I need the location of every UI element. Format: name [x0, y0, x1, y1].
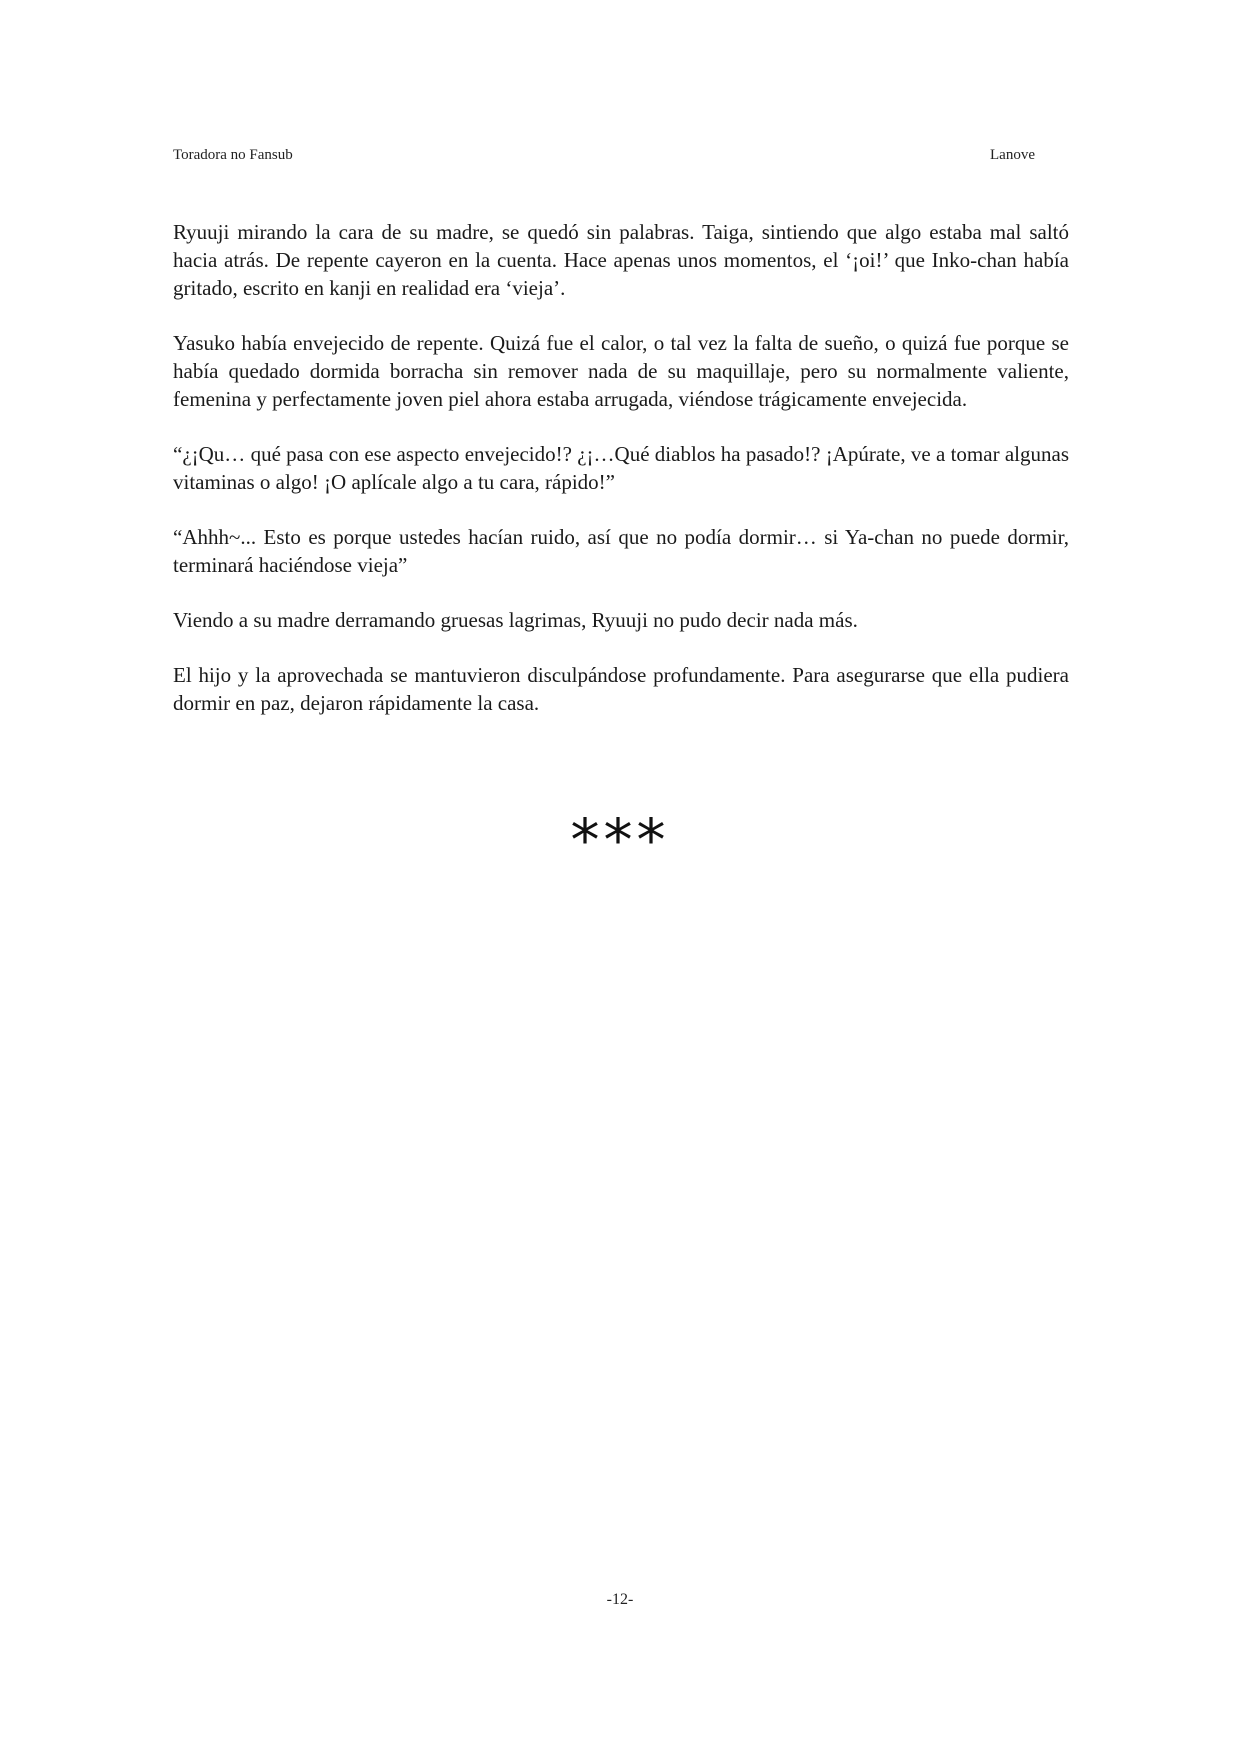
paragraph: “Ahhh~... Esto es porque ustedes hacían ruido, así que no podía dormir… si Ya-chan no puede dormir, terminará haciéndose vieja”	[173, 525, 1069, 577]
paragraph: “¿¡Qu… qué pasa con ese aspecto envejecido!? ¿¡…Qué diablos ha pasado!? ¡Apúrate, ve a tomar algunas vitaminas o algo! ¡O aplícale algo a tu cara, rápido!”	[173, 442, 1069, 494]
body-text	[173, 218, 1069, 744]
page-number: -12-	[606, 1591, 634, 1608]
paragraph: Viendo a su madre derramando gruesas lagrimas, Ryuuji no pudo decir nada más.	[173, 608, 858, 632]
paragraph: Yasuko había envejecido de repente. Quizá fue el calor, o tal vez la falta de sueño, o quizá fue porque se había quedado dormida borracha sin remover nada de su maquillaje, pero su normalmente valiente, femenina y perfectamente joven piel ahora estaba arrugada, viéndose trágicamente envejecida.	[173, 331, 1069, 411]
running-header	[173, 146, 1035, 164]
paragraph: Ryuuji mirando la cara de su madre, se quedó sin palabras. Taiga, sintiendo que algo estaba mal saltó hacia atrás. De repente cayeron en la cuenta. Hace apenas unos momentos, el ‘¡oi!’ que Inko-chan había gritado, escrito en kanji en realidad era ‘vieja’.	[173, 220, 1069, 300]
header-left-text: Toradora no Fansub	[173, 147, 293, 163]
scene-break: ***	[570, 806, 670, 874]
header-right-text: Lanove	[990, 147, 1035, 163]
paragraph: El hijo y la aprovechada se mantuvieron disculpándose profundamente. Para asegurarse que ella pudiera dormir en paz, dejaron rápidamente la casa.	[173, 663, 1069, 715]
